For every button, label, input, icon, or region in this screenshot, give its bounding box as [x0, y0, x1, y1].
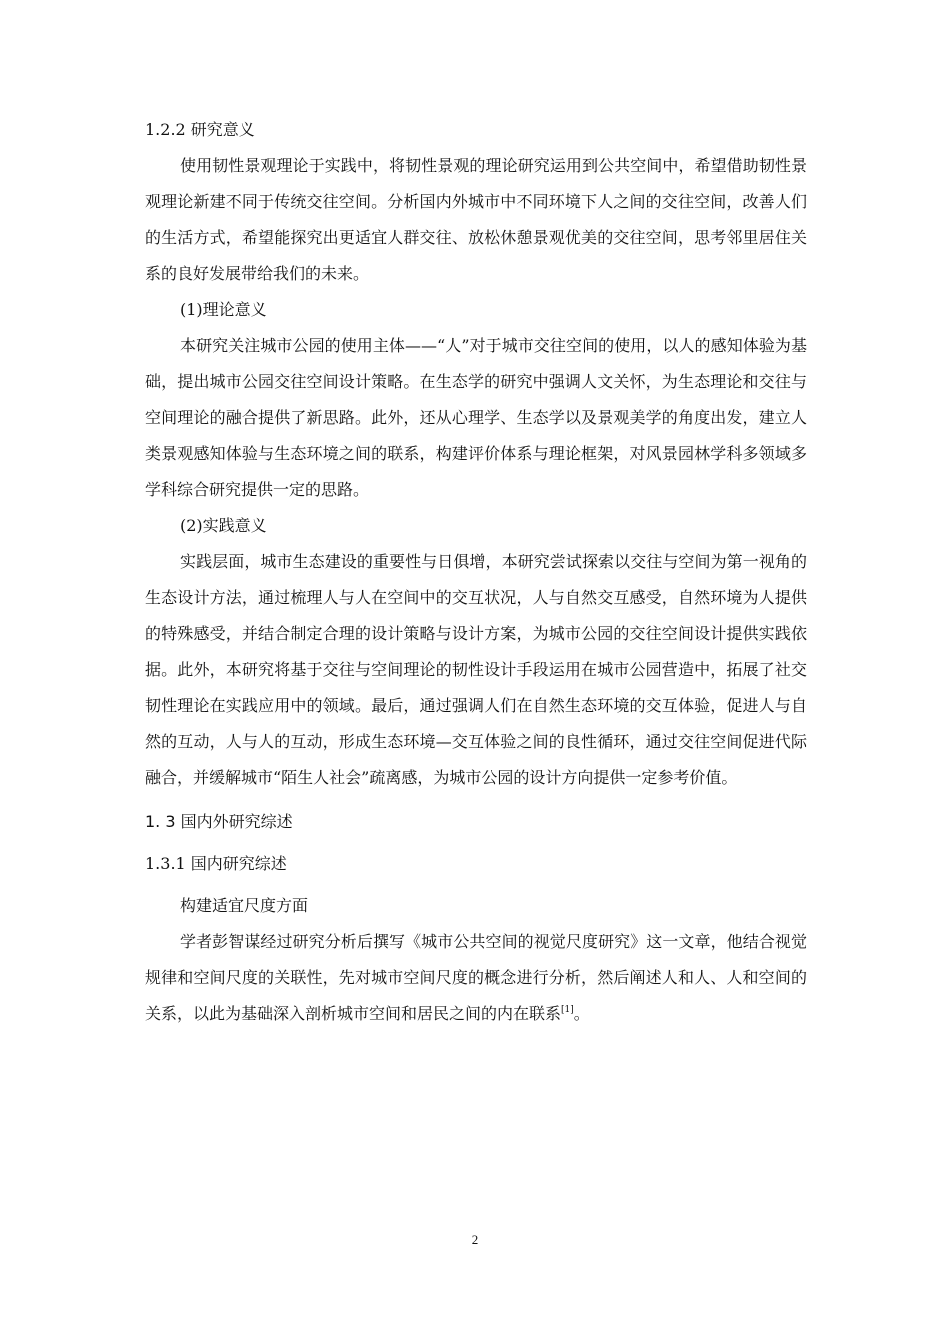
domestic-review-paragraph [145, 924, 807, 1032]
section-heading-1-2-2: 1.2.2 研究意义 [145, 120, 255, 139]
citation-ref[interactable]: [1] [561, 1005, 574, 1015]
practice-significance-heading: (2)实践意义 [180, 516, 267, 535]
research-significance-paragraph: 使用韧性景观理论于实践中，将韧性景观的理论研究运用到公共空间中，希望借助韧性景观理论新建不同于传统交往空间。分析国内外城市中不同环境下人之间的交往空间，改善人们的生活方式，希望能探究出更适宜人群交往、放松休憩景观优美的交往空间，思考邻里居住关系的良好发展带给我们的未来。 [145, 156, 807, 283]
theory-significance-heading: (1)理论意义 [180, 300, 267, 319]
section-heading-1-3: 1. 3 国内外研究综述 [145, 812, 293, 831]
page-number: 2 [471, 1232, 479, 1247]
section-heading-1-3-1: 1.3.1 国内研究综述 [145, 854, 287, 873]
practice-significance-paragraph: 实践层面，城市生态建设的重要性与日俱增，本研究尝试探索以交往与空间为第一视角的生态设计方法，通过梳理人与人在空间中的交互状况，人与自然交互感受，自然环境为人提供的特殊感受，并结合制定合理的设计策略与设计方案，为城市公园的交往空间设计提供实践依据。此外，本研究将基于交往与空间理论的韧性设计手段运用在城市公园营造中，拓展了社交韧性理论在实践应用中的领域。最后，通过强调人们在自然生态环境的交互体验，促进人与自然的互动，人与人的互动，形成生态环境—交互体验之间的良性循环，通过交往空间促进代际融合，并缓解城市“陌生人社会”疏离感，为城市公园的设计方向提供一定参考价值。 [145, 552, 807, 787]
domestic-review-text: 学者彭智谋经过研究分析后撰写《城市公共空间的视觉尺度研究》这一文章，他结合视觉规律和空间尺度的关联性，先对城市空间尺度的概念进行分析，然后阐述人和人、人和空间的关系，以此为基础深入剖析城市空间和居民之间的内在联系 [145, 932, 807, 1023]
scale-aspect-subheading: 构建适宜尺度方面 [180, 896, 309, 915]
page-body [145, 112, 807, 1032]
sentence-end: 。 [573, 1004, 590, 1023]
theory-significance-paragraph: 本研究关注城市公园的使用主体——“人”对于城市交往空间的使用，以人的感知体验为基础，提出城市公园交往空间设计策略。在生态学的研究中强调人文关怀，为生态理论和交往与空间理论的融合提供了新思路。此外，还从心理学、生态学以及景观美学的角度出发，建立人类景观感知体验与生态环境之间的联系，构建评价体系与理论框架，对风景园林学科多领域多学科综合研究提供一定的思路。 [145, 336, 807, 499]
